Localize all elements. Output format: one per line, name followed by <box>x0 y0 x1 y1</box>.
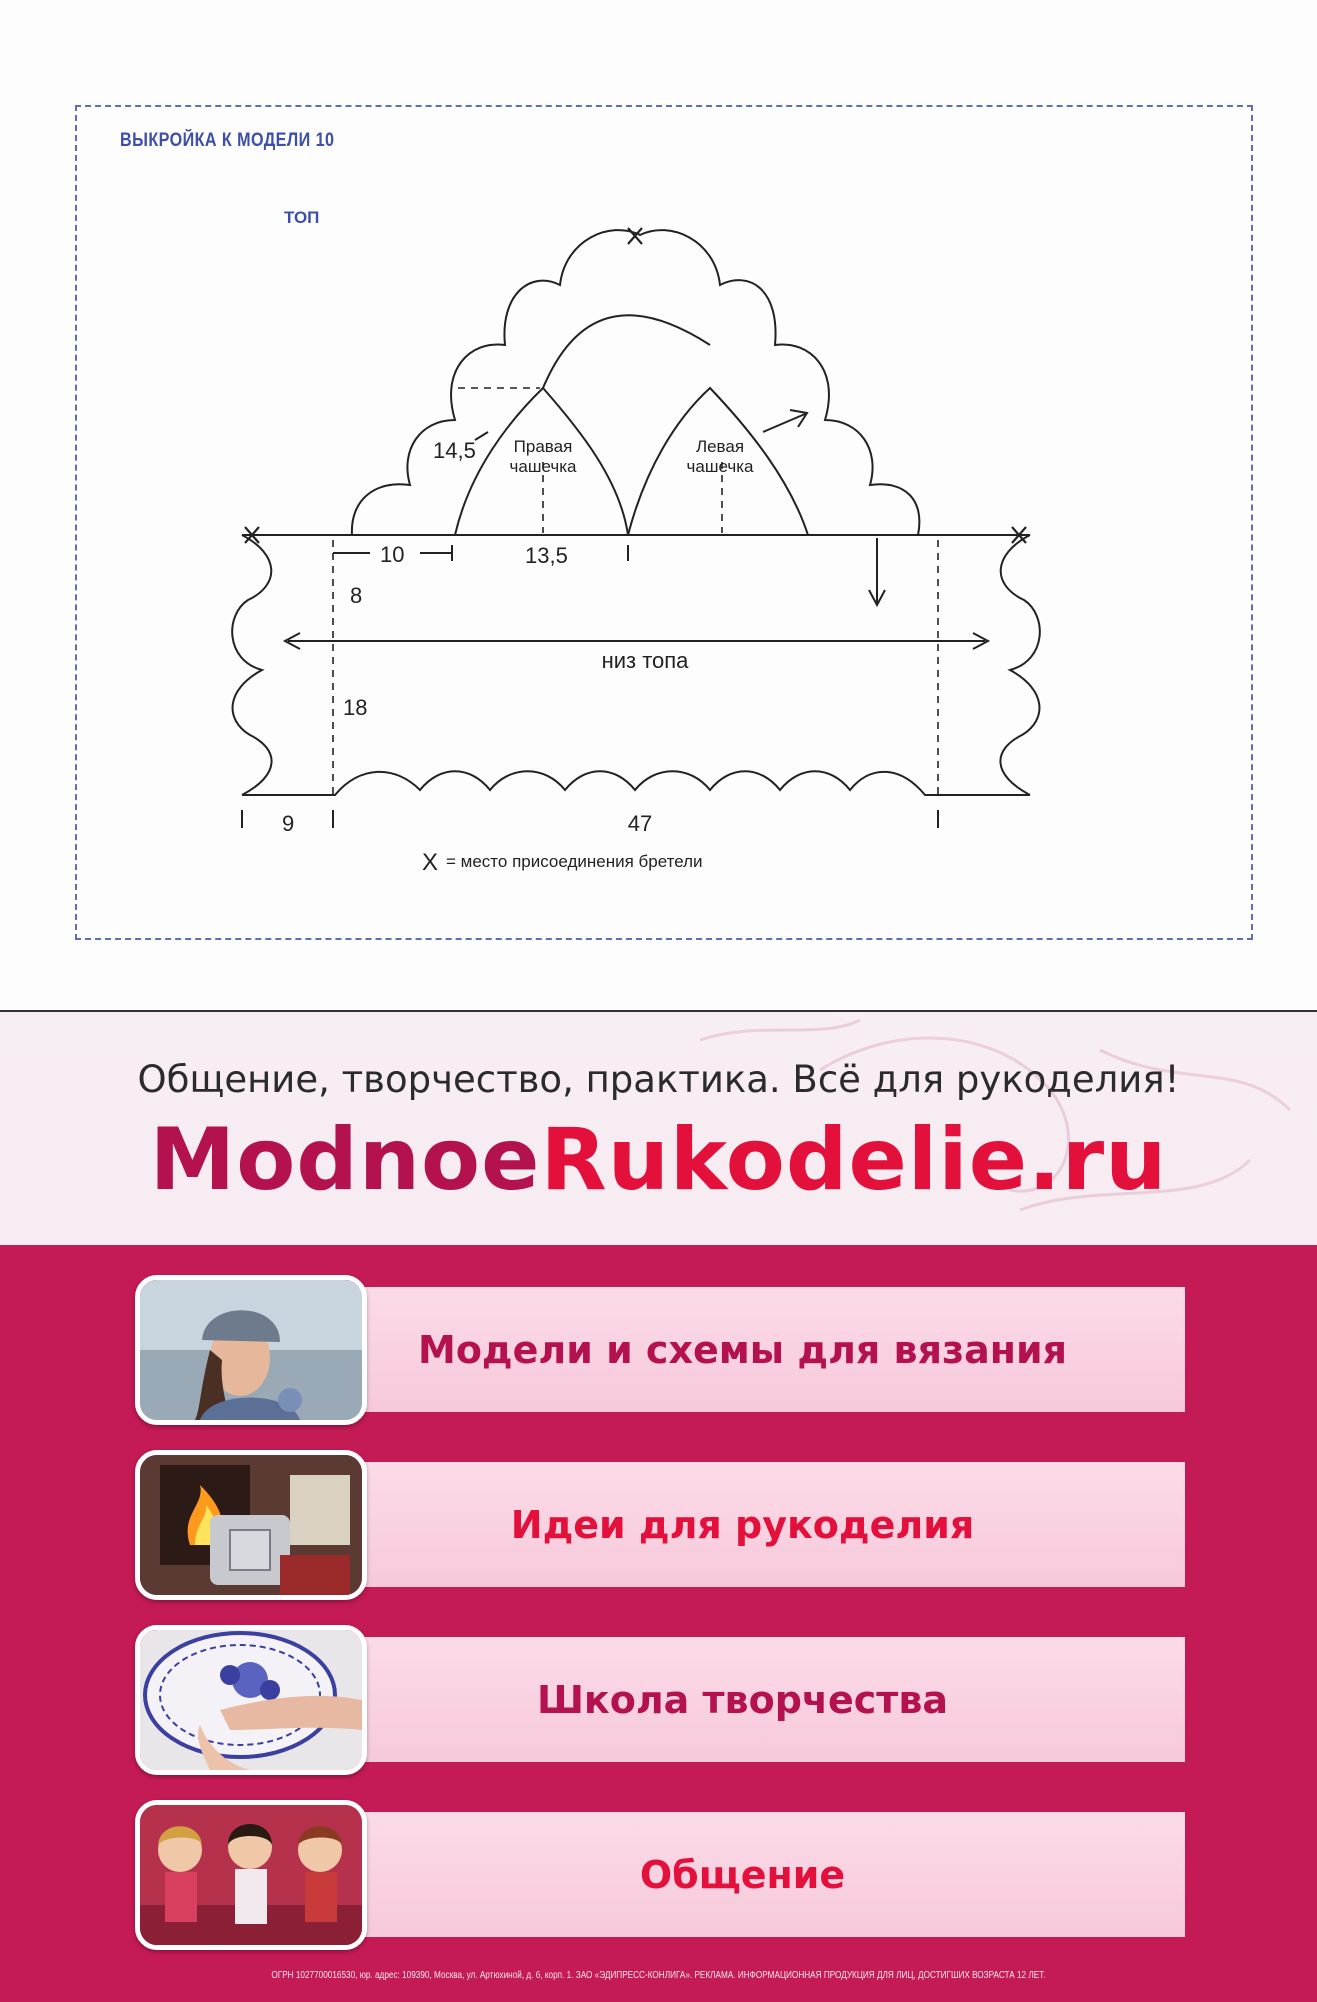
pattern-title: ВЫКРОЙКА К МОДЕЛИ 10 <box>120 130 335 151</box>
dolls-photo <box>135 1800 367 1950</box>
menu-item-school-bar[interactable] <box>300 1637 1185 1762</box>
inner-arch <box>543 315 710 388</box>
menu-item-communication-bar[interactable] <box>300 1812 1185 1937</box>
menu-item-school-label: Школа творчества <box>536 1677 949 1722</box>
right-cup-label-line1: Правая <box>513 437 573 456</box>
dimension-9: 9 <box>282 811 295 836</box>
menu-item-school[interactable] <box>135 1625 1185 1775</box>
site-logo[interactable] <box>0 1110 1317 1210</box>
embroidery-hands-photo <box>135 1625 367 1775</box>
menu-item-knitting-bar[interactable] <box>300 1287 1185 1412</box>
pattern-subtitle: ТОП <box>284 208 320 227</box>
menu-item-ideas[interactable] <box>135 1450 1185 1600</box>
site-logo-part-rukodelie: Rukodelie.ru <box>540 1110 1168 1210</box>
menu-item-ideas-label: Идеи для рукоделия <box>510 1502 975 1547</box>
dimension-10: 10 <box>380 542 405 567</box>
advert-slogan: Общение, творчество, практика. Всё для рукоделия! <box>137 1058 1180 1101</box>
left-cup-label-line2: чашечка <box>686 457 754 476</box>
left-side-scallops <box>232 535 271 795</box>
advert-menu-band <box>0 1245 1317 2002</box>
site-logo-part-modnoe: Modnoe <box>149 1110 541 1210</box>
menu-item-communication-label: Общение <box>639 1852 846 1897</box>
legend-text: = место присоединения бретели <box>446 852 703 871</box>
menu-item-knitting-label: Модели и схемы для вязания <box>418 1327 1067 1372</box>
dimension-14-5: 14,5 <box>433 438 476 463</box>
dimension-18: 18 <box>343 695 368 720</box>
menu-item-ideas-bar[interactable] <box>300 1462 1185 1587</box>
dimension-13-5: 13,5 <box>525 543 568 568</box>
advert <box>0 1010 1317 2002</box>
legal-imprint: ОГРН 1027700016530, юр. адрес: 109390, Москва, ул. Артюхиной, д. 6, корп. 1. ЗАО «ЭДИПРЕСС-КОНЛИГА». РЕКЛАМА. ИНФОРМАЦИОННАЯ ПРОДУКЦИЯ ДЛЯ ЛИЦ, ДОСТИГШИХ ВОЗРАСТА 12 ЛЕТ. <box>271 1970 1046 1981</box>
top-scallop-edge <box>352 230 920 535</box>
bottom-label: низ топа <box>601 648 689 673</box>
woman-in-knitted-hat-photo <box>135 1275 367 1425</box>
dimension-8: 8 <box>350 583 363 608</box>
right-side-scallops <box>1000 535 1039 795</box>
menu-item-communication[interactable] <box>135 1800 1185 1950</box>
menu-item-knitting[interactable] <box>135 1275 1185 1425</box>
bottom-scallops <box>242 771 1030 795</box>
left-cup-label-line1: Левая <box>695 437 745 456</box>
fireplace-cushion-photo <box>135 1450 367 1600</box>
legend-marker: X <box>422 849 439 876</box>
right-cup-label-line2: чашечка <box>509 457 577 476</box>
dimension-47: 47 <box>627 811 653 836</box>
